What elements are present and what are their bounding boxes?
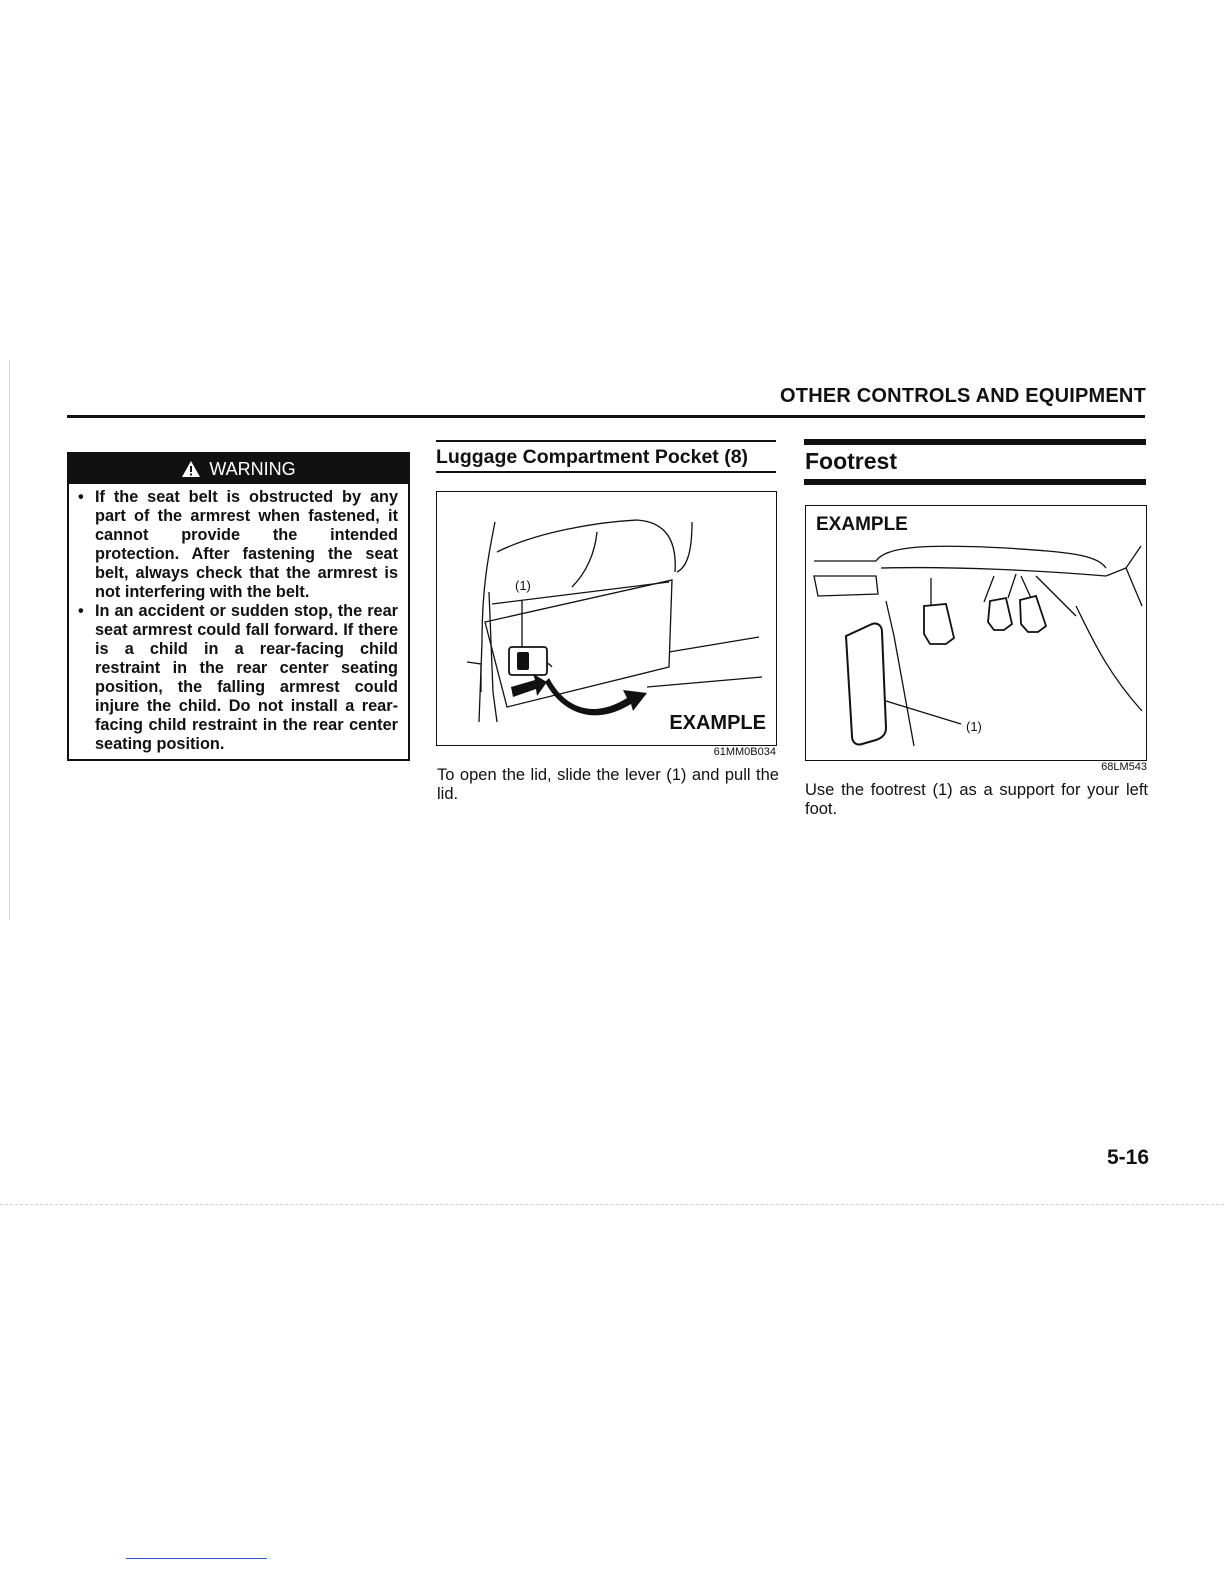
luggage-pocket-figure <box>436 491 777 746</box>
footrest-figure-example-label: EXAMPLE <box>816 514 908 535</box>
luggage-rule-bottom <box>436 471 776 473</box>
luggage-heading: Luggage Compartment Pocket (8) <box>436 446 749 468</box>
luggage-callout: (1) <box>515 578 531 593</box>
footer-link-underline <box>126 1558 267 1559</box>
warning-banner-label: WARNING <box>209 458 296 479</box>
footrest-figure <box>805 505 1147 761</box>
header-rule <box>67 415 1145 418</box>
scan-bottom-line <box>0 1204 1224 1205</box>
warning-banner <box>69 454 408 484</box>
section-header-title: OTHER CONTROLS AND EQUIPMENT <box>780 385 1146 407</box>
footrest-figure-code: 68LM543 <box>1101 761 1147 773</box>
footrest-heading: Footrest <box>805 448 897 474</box>
footrest-rule-top <box>804 439 1146 445</box>
luggage-figure-code: 61MM0B034 <box>713 746 776 758</box>
warning-triangle-icon <box>181 460 201 478</box>
warning-item: • In an accident or sudden stop, the rear seat armrest could fall forward. If there is a child in a rear-facing child restraint in the rear center seating position, the falling armrest could injure the child. Do not install a rear-facing child restraint in the rear center seating position. <box>95 602 398 754</box>
luggage-figure-example-label: EXAMPLE <box>669 712 766 734</box>
footrest-callout: (1) <box>966 719 982 734</box>
footrest-illustration <box>806 506 1145 759</box>
luggage-pocket-illustration <box>437 492 775 744</box>
page-number: 5-16 <box>1106 1146 1149 1169</box>
footrest-body-text: Use the footrest (1) as a support for your left foot. <box>805 781 1148 818</box>
warning-list <box>69 488 408 754</box>
warning-box <box>67 452 410 761</box>
footrest-rule-bottom <box>804 479 1146 485</box>
luggage-rule-top <box>436 440 776 442</box>
luggage-body-text: To open the lid, slide the lever (1) and pull the lid. <box>437 766 779 803</box>
scan-margin-line <box>9 360 10 920</box>
warning-item: • If the seat belt is obstructed by any part of the armrest when fastened, it cannot provide the intended protection. After fastening the seat belt, always check that the armrest is not interfering with the belt. <box>95 488 398 602</box>
